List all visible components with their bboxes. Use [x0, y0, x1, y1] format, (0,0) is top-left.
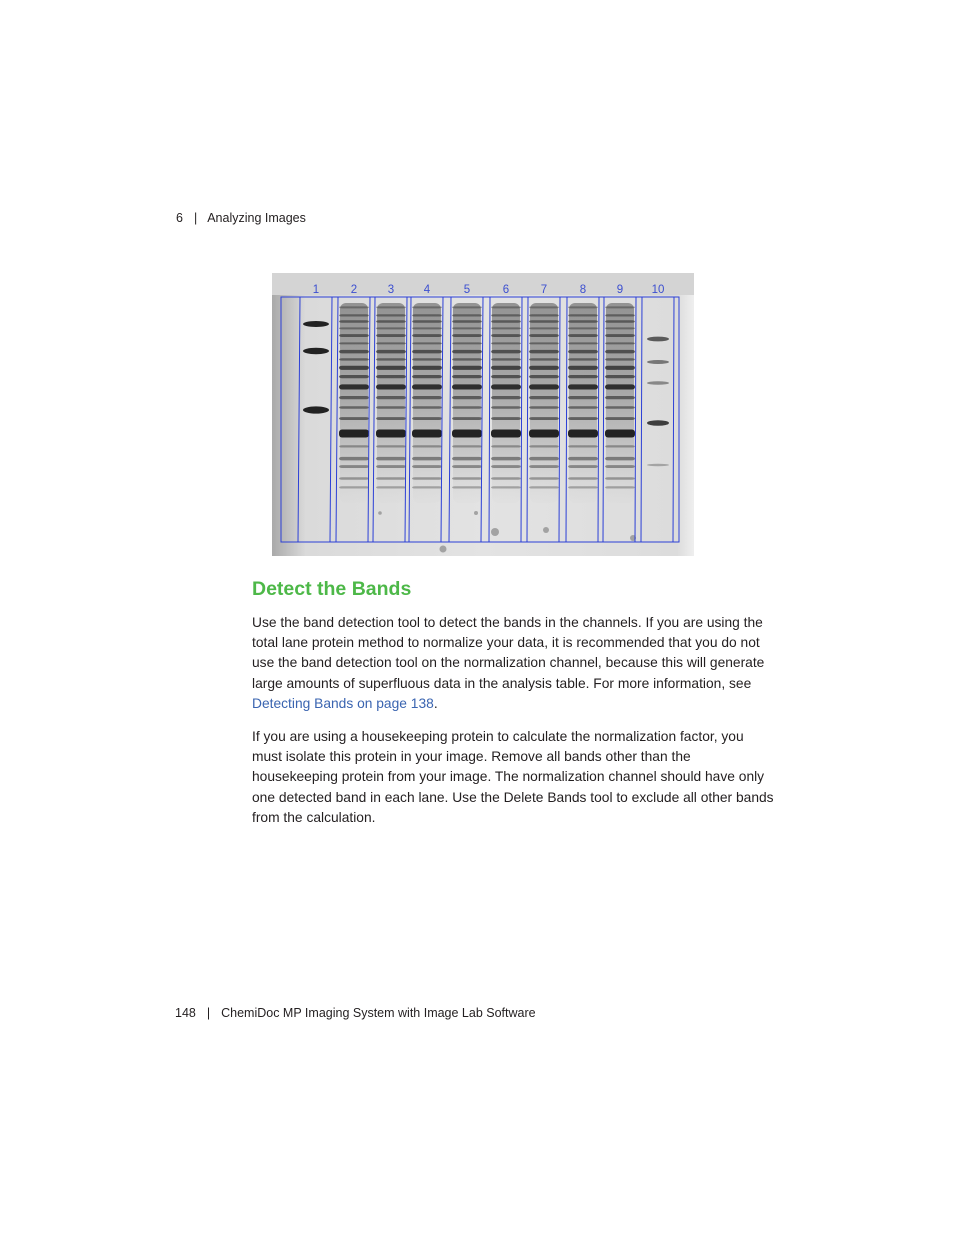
section-title: Detect the Bands: [252, 578, 412, 600]
footer-separator: |: [206, 1006, 211, 1020]
paragraph-band-detection-text: Use the band detection tool to detect the bands in the channels. If you are using the total lane protein method to normalize your data, it is recommended that you do not use the band detection tool on the normalization channel, because this will generate large amounts of superfluous data in the analysis table. For more information, see: [252, 615, 765, 691]
gel-lane-figure: [272, 273, 694, 556]
paragraph-housekeeping: If you are using a housekeeping protein to calculate the normalization factor, you must isolate this protein in your image. Remove all bands other than the housekeeping protein from your image. The normalization channel should have only one detected band in each lane. Use the Delete Bands tool to exclude all other bands from the calculation.: [252, 729, 774, 825]
lane-number-1: 1: [312, 284, 320, 296]
running-footer: [175, 1006, 536, 1020]
lane-9-bands: [605, 303, 635, 503]
lane-number-3: 3: [387, 284, 395, 296]
lane-6-bands: [491, 303, 521, 503]
lane-number-9: 9: [616, 284, 624, 296]
paragraph-end-period: .: [433, 695, 438, 711]
lane-number-2: 2: [350, 284, 358, 296]
lane-8-bands: [568, 303, 598, 503]
detecting-bands-link[interactable]: Detecting Bands on page 138: [252, 695, 434, 711]
chapter-number: 6: [176, 211, 183, 225]
lane-number-5: 5: [463, 284, 471, 296]
lane-number-8: 8: [579, 284, 587, 296]
lane-3-bands: [376, 303, 406, 503]
chapter-title: Analyzing Images: [207, 211, 306, 225]
lane-number-10: 10: [651, 284, 665, 296]
lane-7-bands: [529, 303, 559, 503]
gel-image: [272, 273, 694, 556]
gel-top-strip: [272, 273, 694, 295]
lane-number-4: 4: [423, 284, 431, 296]
lane-5-bands: [452, 303, 482, 503]
lane-2-bands: [339, 303, 369, 503]
header-separator: |: [193, 211, 198, 225]
lane-4-bands: [412, 303, 442, 503]
page-number: 148: [175, 1006, 196, 1020]
lane-number-7: 7: [540, 284, 548, 296]
lane-number-6: 6: [502, 284, 510, 296]
book-title: ChemiDoc MP Imaging System with Image Lab Software: [221, 1006, 536, 1020]
running-header: [176, 211, 306, 225]
paragraph-band-detection: [252, 613, 777, 714]
